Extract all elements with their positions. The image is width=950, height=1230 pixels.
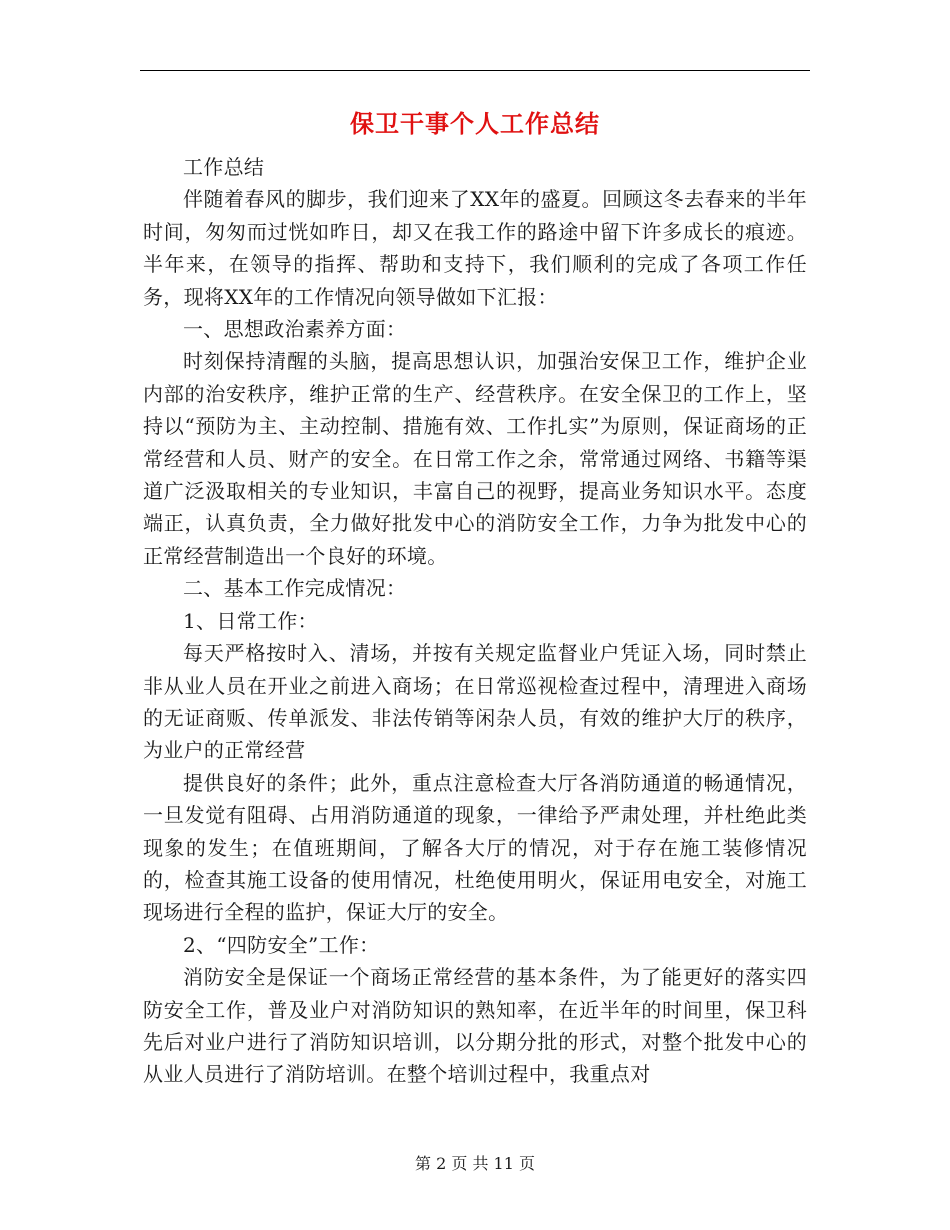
page-footer: 第 2 页 共 11 页 xyxy=(415,1154,535,1173)
document-title: 保卫干事个人工作总结 xyxy=(350,109,600,138)
paragraph-four-safety: 消防安全是保证一个商场正常经营的基本条件，为了能更好的落实四防安全工作，普及业户对消防知识的熟知率，在近半年的时间里，保卫科先后对业户进行了消防知识培训，以分期分批的形式，对整个批发中心的从业人员进行了消防培训。在整个培训过程中，我重点对 xyxy=(143,965,807,1087)
paragraph-daily-work-cont: 提供良好的条件；此外，重点注意检查大厅各消防通道的畅通情况，一旦发觉有阻碍、占用消防通道的现象，一律给予严肃处理，并杜绝此类现象的发生；在值班期间，了解各大厅的情况，对于存在施工装修情况的，检查其施工设备的使用情况，杜绝使用明火，保证用电安全，对施工现场进行全程的监护，保证大厅的安全。 xyxy=(143,770,807,925)
paragraph-section-1: 时刻保持清醒的头脑，提高思想认识，加强治安保卫工作，维护企业内部的治安秩序，维护正常的生产、经营秩序。在安全保卫的工作上，坚持以“预防为主、主动控制、措施有效、工作扎实”为原则，保证商场的正常经营和人员、财产的安全。在日常工作之余，常常通过网络、书籍等渠道广泛汲取相关的专业知识，丰富自己的视野，提高业务知识水平。态度端正，认真负责，全力做好批发中心的消防安全工作，力争为批发中心的正常经营制造出一个良好的环境。 xyxy=(143,349,807,568)
paragraph-daily-work: 每天严格按时入、清场，并按有关规定监督业户凭证入场，同时禁止非从业人员在开业之前进入商场；在日常巡视检查过程中，清理进入商场的无证商贩、传单派发、非法传销等闲杂人员，有效的维护大厅的秩序，为业户的正常经营 xyxy=(143,641,807,763)
header-rule xyxy=(140,70,810,71)
section-heading-1: 一、思想政治素养方面： xyxy=(183,317,407,342)
paragraph-intro: 伴随着春风的脚步，我们迎来了XX年的盛夏。回顾这冬去春来的半年时间，匆匆而过恍如昨日，却又在我工作的路途中留下许多成长的痕迹。半年来，在领导的指挥、帮助和支持下，我们顺利的完成了各项工作任务，现将XX年的工作情况向领导做如下汇报： xyxy=(143,187,807,309)
paragraph-heading: 工作总结 xyxy=(183,155,265,179)
subsection-heading-2: 2、“四防安全”工作： xyxy=(183,932,380,957)
section-heading-2: 二、基本工作完成情况： xyxy=(183,576,407,601)
document-body xyxy=(143,151,807,1091)
subsection-heading-1: 1、日常工作： xyxy=(183,608,318,633)
